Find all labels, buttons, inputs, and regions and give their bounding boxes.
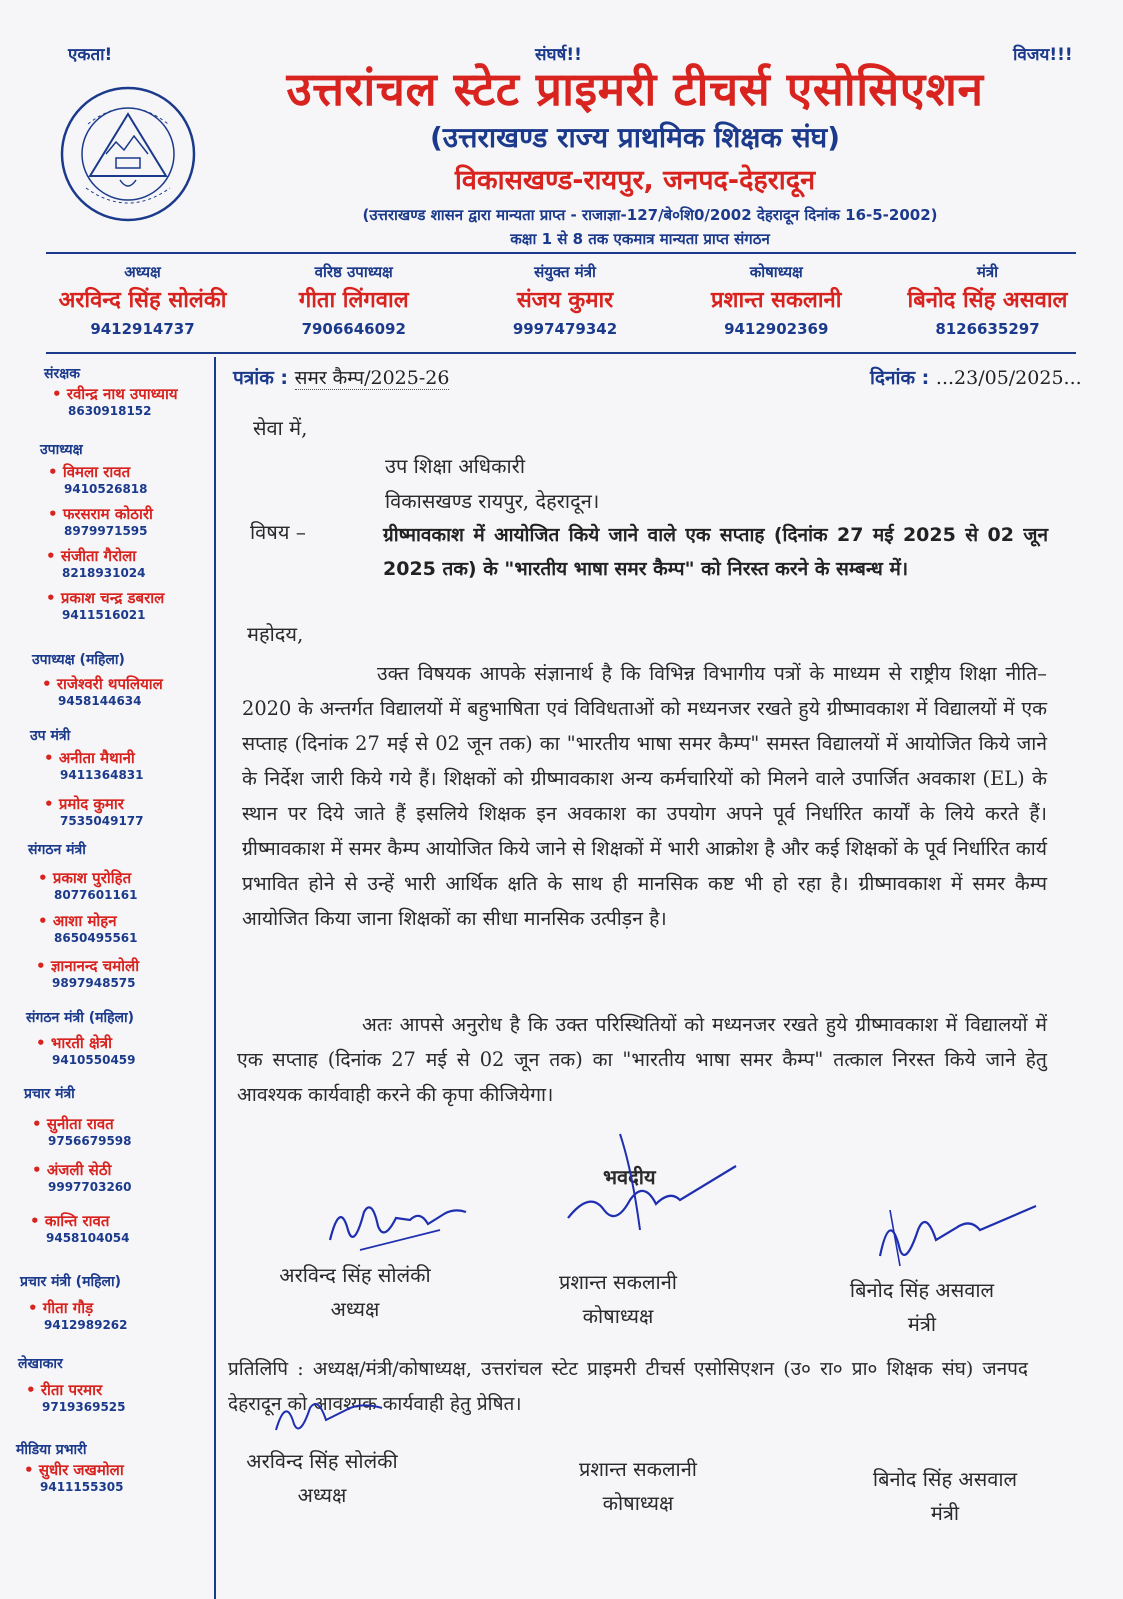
signatory-name: प्रशान्त सकलानी [579,1457,697,1481]
association-logo [58,84,198,224]
member-entry [42,674,163,708]
officer-name: प्रशान्त सकलानी [711,288,842,313]
signatory-title: अध्यक्ष [297,1483,347,1507]
member-phone: 9719369525 [42,1400,126,1414]
officer-president [40,262,245,338]
officer-name: अरविन्द सिंह सोलंकी [58,288,227,313]
officer-senior-vice-president [251,262,456,338]
member-name: • कान्ति रावत [30,1211,130,1231]
subject-label: विषय – [250,520,306,544]
reference-value: समर कैम्प/2025-26 [294,367,450,389]
signatory-name: बिनोद सिंह असवाल [872,1467,1018,1491]
subject-text: ग्रीष्मावकाश में आयोजित किये जाने वाले एक सप्ताह (दिनांक 27 मई 2025 से 02 जून 2025 तक) के "भारतीय भाषा समर कैम्प" को निरस्त करने के सम्बन्ध में। [383,524,1048,580]
section-title: उपाध्यक्ष [40,442,83,458]
signature-secretary-ink [860,1200,1040,1270]
officers-row [40,262,1090,338]
closing: भवदीय [603,1165,656,1189]
member-entry [48,504,153,538]
recipient-line-2: विकासखण्ड रायपुर, देहरादून। [385,489,600,513]
block-district: विकासखण्ड-रायपुर, जनपद-देहरादून [454,165,816,196]
signatory-title: मंत्री [907,1312,937,1336]
officer-phone: 9997479342 [512,320,618,338]
member-entry [38,868,138,902]
member-name: • संजीता गैरोला [46,546,146,566]
recognition-note: (उत्तराखण्ड शासन द्वारा मान्यता प्राप्त - राजाज्ञा-127/बे०शि0/2002 देहरादून दिनांक 16-5-2002) [362,206,938,224]
member-phone: 9458104054 [46,1231,130,1245]
member-name: • ज्ञानानन्द चमोली [36,956,139,976]
member-name: • राजेश्वरी थपलियाल [42,674,163,694]
member-phone: 9756679598 [48,1134,132,1148]
sidebar-divider [214,357,216,1599]
recipient-line-1: उप शिक्षा अधिकारी [385,454,525,478]
member-phone: 9411364831 [60,768,144,782]
officer-phone: 8126635297 [935,320,1040,338]
member-name: • अनीता मैथानी [44,748,144,768]
slogan-struggle: संघर्ष!! [535,45,582,65]
member-name: • विमला रावत [48,462,148,482]
member-entry [36,1033,136,1067]
member-name: • अंजली सेठी [32,1160,132,1180]
officer-secretary [885,262,1090,338]
officers-divider [46,352,1076,354]
copy-signatory-secretary [840,1462,1050,1530]
reference-label: पत्रांक : [233,367,289,389]
section-title: संगठन मंत्री (महिला) [26,1010,135,1026]
member-name: • फरसराम कोठारी [48,504,153,524]
member-entry [44,748,144,782]
member-name: • भारती क्षेत्री [36,1033,136,1053]
greeting: महोदय, [247,622,304,646]
officer-joint-secretary [463,262,668,338]
section-title: संरक्षक [44,366,80,382]
copy-signature-ink [270,1390,390,1440]
signatory-title: कोषाध्यक्ष [602,1491,674,1515]
reference-number [233,364,449,390]
member-phone: 9897948575 [52,976,136,990]
member-phone: 7535049177 [60,814,144,828]
salutation-to: सेवा में, [253,416,308,440]
officer-name: गीता लिंगवाल [298,288,409,313]
member-name: • सुधीर जखमोला [24,1460,124,1480]
member-phone: 9997703260 [48,1180,132,1194]
officer-role: मंत्री [976,263,999,281]
member-name: • सुनीता रावत [32,1114,132,1134]
member-phone: 9458144634 [58,694,142,708]
member-name: • प्रकाश चन्द्र डबराल [46,588,164,608]
slogan-victory: विजय!!! [1013,45,1073,65]
slogan-unity: एकता! [68,45,113,65]
member-entry [46,546,146,580]
section-title: लेखाकार [18,1356,63,1372]
officer-treasurer [674,262,879,338]
member-entry [52,384,178,418]
member-phone: 8218931024 [62,566,146,580]
member-phone: 9410550459 [52,1053,136,1067]
officer-phone: 9412902369 [724,320,829,338]
member-phone: 8979971595 [64,524,148,538]
signatory-name: बिनोद सिंह असवाल [849,1278,995,1302]
member-name: • गीता गौड़ [28,1298,128,1318]
organization-name: उत्तरांचल स्टेट प्राइमरी टीचर्स एसोसिएशन [286,62,984,116]
member-phone: 9410526818 [64,482,148,496]
signatory-name: अरविन्द सिंह सोलंकी [246,1449,398,1473]
member-name: • रीता परमार [26,1380,126,1400]
copy-note: प्रतिलिपि : अध्यक्ष/मंत्री/कोषाध्यक्ष, उत्तरांचल स्टेट प्राइमरी टीचर्स एसोसिएशन (उ० रा० प्रा० शिक्षक संघ) जनपद देहरादून को आवश्यक कार्यवाही हेतु प्रेषित। [228,1358,1028,1415]
member-name: • प्रमोद कुमार [44,794,144,814]
member-entry [46,588,164,622]
signatory-name: प्रशान्त सकलानी [559,1270,677,1294]
signature-treasurer-ink [560,1130,740,1240]
member-entry [32,1160,132,1194]
member-entry [32,1114,132,1148]
classes-note: कक्षा 1 से 8 तक एकमात्र मान्यता प्राप्त संगठन [510,230,770,248]
member-name: • आशा मोहन [38,911,138,931]
officer-phone: 7906646092 [301,320,406,338]
member-entry [38,911,138,945]
member-phone: 9412989262 [44,1318,128,1332]
member-phone: 8650495561 [54,931,138,945]
date-value: ...23/05/2025... [935,367,1082,389]
member-phone: 8630918152 [68,404,152,418]
member-phone: 8077601161 [54,888,138,902]
copy-signatory-treasurer [548,1452,728,1520]
letter-date [870,364,1082,390]
officer-name: बिनोद सिंह असवाल [907,288,1068,313]
signature-president-ink [320,1190,480,1260]
member-entry [26,1380,126,1414]
officer-phone: 9412914737 [90,320,195,338]
officer-role: वरिष्ठ उपाध्यक्ष [314,263,393,281]
section-title: मीडिया प्रभारी [16,1442,87,1458]
signatory-treasurer [528,1265,708,1333]
section-title: उप मंत्री [30,728,71,744]
organization-name-alt: (उत्तराखण्ड राज्य प्राथमिक शिक्षक संघ) [429,121,841,154]
signatory-president [250,1258,460,1326]
signatory-secretary [817,1273,1027,1341]
member-name: • रवीन्द्र नाथ उपाध्याय [52,384,178,404]
member-entry [48,462,148,496]
member-phone: 9411516021 [62,608,146,622]
body-paragraph-1: उक्त विषयक आपके संज्ञानार्थ है कि विभिन्न विभागीय पत्रों के माध्यम से राष्ट्रीय शिक्षा नीति–2020 के अन्तर्गत विद्यालयों में बहुभाषिता एवं विविधताओं को मध्यनजर रखते हुये ग्रीष्मावकाश में विद्यालयों में एक सप्ताह (दिनांक 27 मई से 02 जून तक) का "भारतीय भाषा समर कैम्प" समस्त विद्यालयों में आयोजित किये जाने के निर्देश जारी किये गये हैं। शिक्षकों को ग्रीष्मावकाश अन्य कर्मचारियों को मिलने वाले उपार्जित अवकाश (EL) के स्थान पर दिये जाते हैं इसलिये शिक्षक इन अवकाश का उपयोग अपने पूर्व निर्धारित कार्यों के लिये करते हैं। ग्रीष्मावकाश में समर कैम्प आयोजित किये जाने से शिक्षकों में भारी आक्रोश है और कई शिक्षकों के पूर्व निर्धारित कार्य प्रभावित होने से उन्हें भारी आर्थिक क्षति के साथ ही मानसिक कष्ट भी हो रहा है। ग्रीष्मावकाश में समर कैम्प आयोजित किया जाना शिक्षकों का सीधा मानसिक उत्पीड़न है। [242,662,1047,930]
date-label: दिनांक : [870,367,930,389]
member-name: • प्रकाश पुरोहित [38,868,138,888]
member-phone: 9411155305 [40,1480,124,1494]
copy-signatory-president [222,1444,422,1512]
section-title: प्रचार मंत्री [24,1086,75,1102]
officer-name: संजय कुमार [516,288,614,313]
signatory-title: कोषाध्यक्ष [582,1304,654,1328]
officer-role: अध्यक्ष [124,263,161,281]
member-entry [28,1298,128,1332]
body-paragraph-2: अतः आपसे अनुरोध है कि उक्त परिस्थितियों को मध्यनजर रखते हुये ग्रीष्मावकाश में विद्यालयों में एक सप्ताह (दिनांक 27 मई से 02 जून तक) का "भारतीय भाषा समर कैम्प" तत्काल निरस्त किये जाने हेतु आवश्यक कार्यवाही करने की कृपा कीजियेगा। [237,1013,1047,1106]
member-entry [44,794,144,828]
signatory-name: अरविन्द सिंह सोलंकी [279,1263,431,1287]
signatory-title: मंत्री [930,1501,960,1525]
officer-role: संयुक्त मंत्री [534,263,596,281]
member-entry [30,1211,130,1245]
section-title: उपाध्यक्ष (महिला) [32,652,125,668]
member-entry [36,956,139,990]
section-title: प्रचार मंत्री (महिला) [20,1274,122,1290]
header-divider [46,252,1076,254]
signatory-title: अध्यक्ष [330,1297,380,1321]
officer-role: कोषाध्यक्ष [749,263,803,281]
member-entry [24,1460,124,1494]
section-title: संगठन मंत्री [28,842,86,858]
